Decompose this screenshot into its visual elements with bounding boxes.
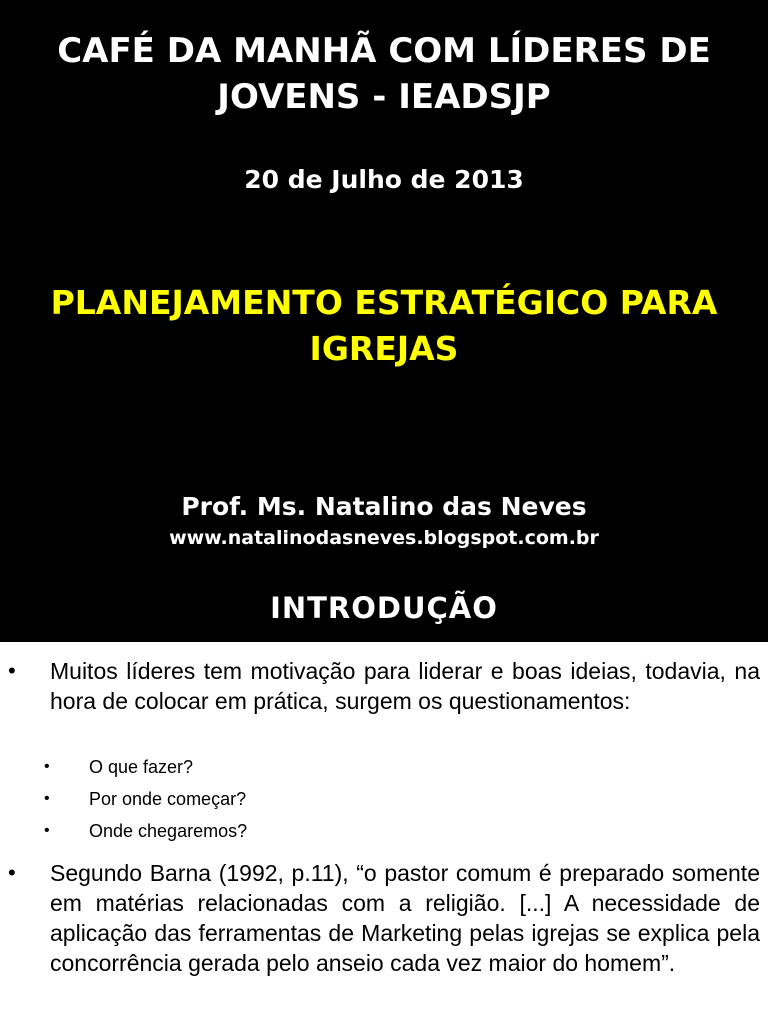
slide-date: 20 de Julho de 2013 <box>244 165 524 194</box>
sub-bullet-1: • <box>44 758 50 775</box>
sub-item-3: Onde chegaremos? <box>89 821 248 841</box>
intro-content <box>0 642 768 1024</box>
bullet-2: • <box>8 860 16 885</box>
intro-header <box>0 576 768 642</box>
bullet-1: • <box>8 658 16 683</box>
slide-subtitle: PLANEJAMENTO ESTRATÉGICO PARA IGREJAS <box>50 283 718 368</box>
sub-item-2: Por onde começar? <box>89 789 247 809</box>
slide-author: Prof. Ms. Natalino das Neves <box>181 492 587 521</box>
intro-heading: INTRODUÇÃO <box>270 591 498 625</box>
sub-bullet-2: • <box>44 790 50 807</box>
sub-item-1: O que fazer? <box>89 757 194 777</box>
paragraph-1: Muitos líderes tem motivação para liderar e boas ideias, todavia, na hora de colocar em prática, surgem os questionamentos: <box>50 658 760 714</box>
sub-bullet-3: • <box>44 822 50 839</box>
paragraph-2: Segundo Barna (1992, p.11), “o pastor comum é preparado somente em matérias relacionadas com a religião. [...] A necessidade de aplicação das ferramentas de Marketing pelas igrejas se explica pela concorrência gerada pelo anseio cada vez maior do homem”. <box>50 860 760 976</box>
slide-url: www.natalinodasneves.blogspot.com.br <box>169 527 599 549</box>
slide-title: CAFÉ DA MANHÃ COM LÍDERES DE JOVENS - IEADSJP <box>57 31 711 117</box>
